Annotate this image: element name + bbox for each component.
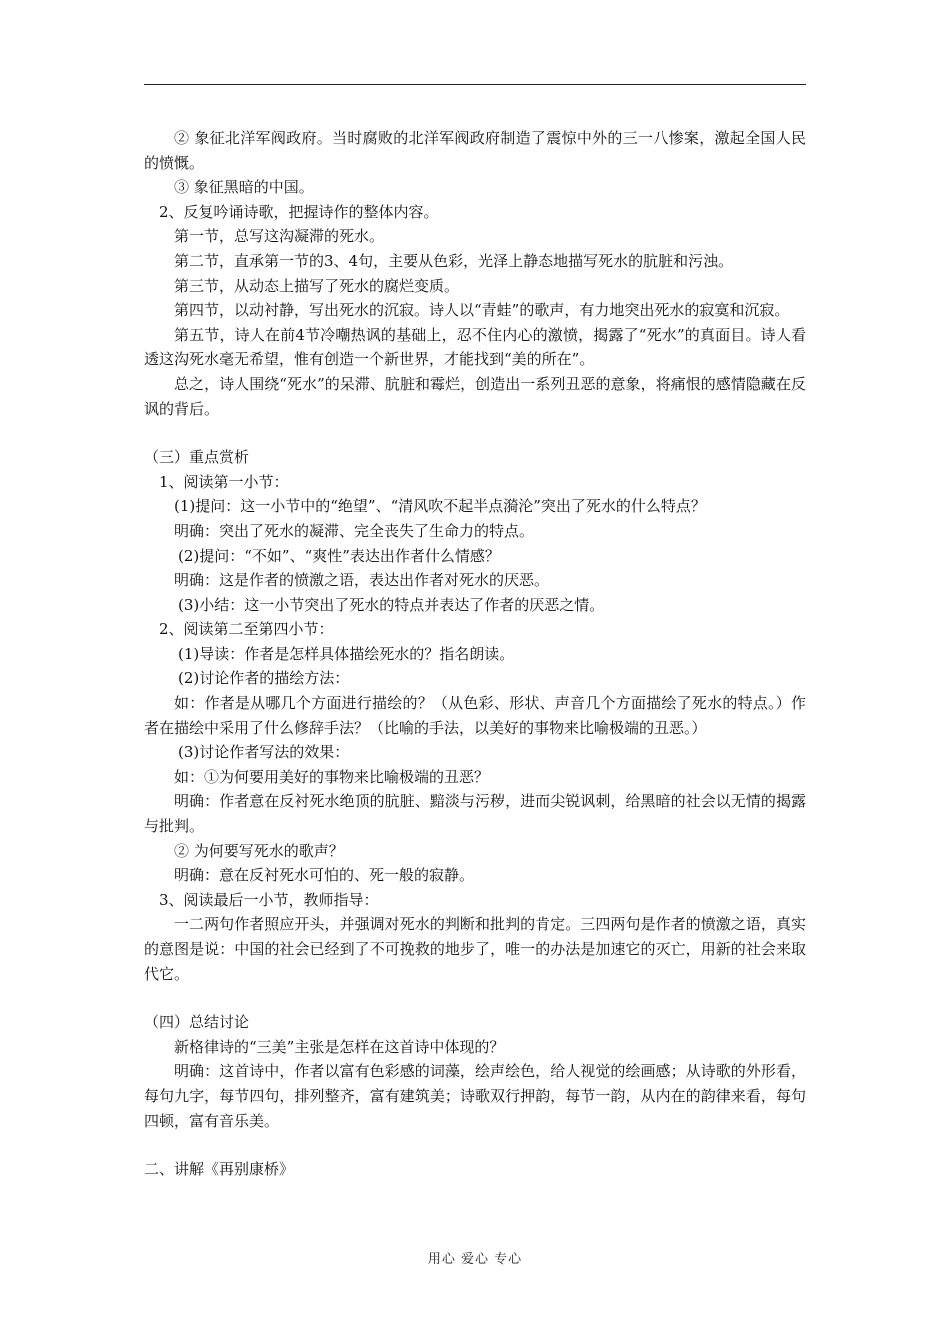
summary-block [144,1035,806,1133]
part-two-heading: 二、讲解《再别康桥》 [144,1160,295,1179]
spacer [144,1133,806,1157]
paragraph: 明确：作者意在反衬死水绝顶的肮脏、黯淡与污秽，进而尖锐讽刺，给黑暗的社会以无情的揭露与批判。 [144,792,806,836]
paragraph: 2、反复吟诵诗歌，把握诗作的整体内容。 [159,202,439,221]
paragraph: 1、阅读第一小节： [159,472,289,491]
section-heading-summary: （四）总结讨论 [144,1013,250,1032]
paragraph: 第三节，从动态上描写了死水的腐烂变质。 [174,276,460,295]
paragraph: (2)提问：“不如”、“爽性”表达出作者什么情感？ [178,546,500,565]
paragraph: 明确：意在反衬死水可怕的、死一般的寂静。 [174,866,475,885]
paragraph: 新格律诗的“三美”主张是怎样在这首诗中体现的？ [174,1037,505,1056]
section-heading-key-analysis: （三）重点赏析 [144,448,250,467]
paragraph: 一二两句作者照应开头，并强调对死水的判断和批判的肯定。三四两句是作者的愤激之语，真实的意图是说：中国的社会已经到了不可挽救的地步了，唯一的办法是加速它的灭亡，用新的社会来取代它。 [144,915,806,983]
paragraph: 第二节，直承第一节的3、4句，主要从色彩，光泽上静态地描写死水的肮脏和污浊。 [174,251,734,270]
header-rule [144,84,806,85]
paragraph: (3)小结：这一小节突出了死水的特点并表达了作者的厌恶之情。 [178,595,605,614]
page-footer: 用心 爱心 专心 [427,1252,523,1267]
paragraph: 总之，诗人围绕“死水”的呆滞、肮脏和霉烂，创造出一系列丑恶的意象，将痛恨的感情隐藏在反讽的背后。 [144,374,806,418]
paragraph: (3)讨论作者写法的效果： [178,743,350,762]
analysis-block [144,126,806,421]
paragraph: 如：作者是从哪几个方面进行描绘的？（从色彩、形状、声音几个方面描绘了死水的特点。）作者在描绘中采用了什么修辞手法？（比喻的手法，以美好的事物来比喻极端的丑恶。） [144,694,806,737]
paragraph: 3、阅读最后一小节，教师指导： [159,890,379,909]
paragraph: 第四节，以动衬静，写出死水的沉寂。诗人以“青蛙”的歌声，有力地突出死水的寂寞和沉寂。 [174,301,790,320]
spacer [144,986,806,1010]
document-body [144,126,806,1182]
paragraph: 明确：突出了死水的凝滞、完全丧失了生命力的特点。 [174,521,535,540]
paragraph: ② 象征北洋军阀政府。当时腐败的北洋军阀政府制造了震惊中外的三一八惨案，激起全国人民的愤慨。 [144,129,806,172]
paragraph: 2、阅读第二至第四小节： [159,620,334,639]
paragraph: ② 为何要写死水的歌声？ [174,841,344,860]
paragraph: (1)导读：作者是怎样具体描绘死水的？指名朗读。 [178,644,515,663]
spacer [144,421,806,445]
paragraph: 明确：这首诗中，作者以富有色彩感的词藻，绘声绘色，给人视觉的绘画感；从诗歌的外形看，每句九字，每节四句，排列整齐，富有建筑美；诗歌双行押韵，每节一韵，从内在的韵律来看，每句四顿，富有音乐美。 [144,1062,806,1130]
paragraph: 第五节，诗人在前4节冷嘲热讽的基础上，忍不住内心的激愤，揭露了“死水”的真面目。诗人看透这沟死水毫无希望，惟有创造一个新世界，才能找到“美的所在”。 [144,325,806,369]
paragraph: (2)讨论作者的描绘方法： [178,669,350,688]
key-analysis-block [144,470,806,986]
paragraph: (1)提问：这一小节中的“绝望”、“清风吹不起半点漪沦”突出了死水的什么特点？ [174,497,706,516]
paragraph: 第一节，总写这沟凝滞的死水。 [174,227,385,246]
paragraph: ③ 象征黑暗的中国。 [174,178,314,197]
paragraph: 明确：这是作者的愤激之语，表达出作者对死水的厌恶。 [174,571,550,590]
paragraph: 如：①为何要用美好的事物来比喻极端的丑恶？ [174,767,490,786]
